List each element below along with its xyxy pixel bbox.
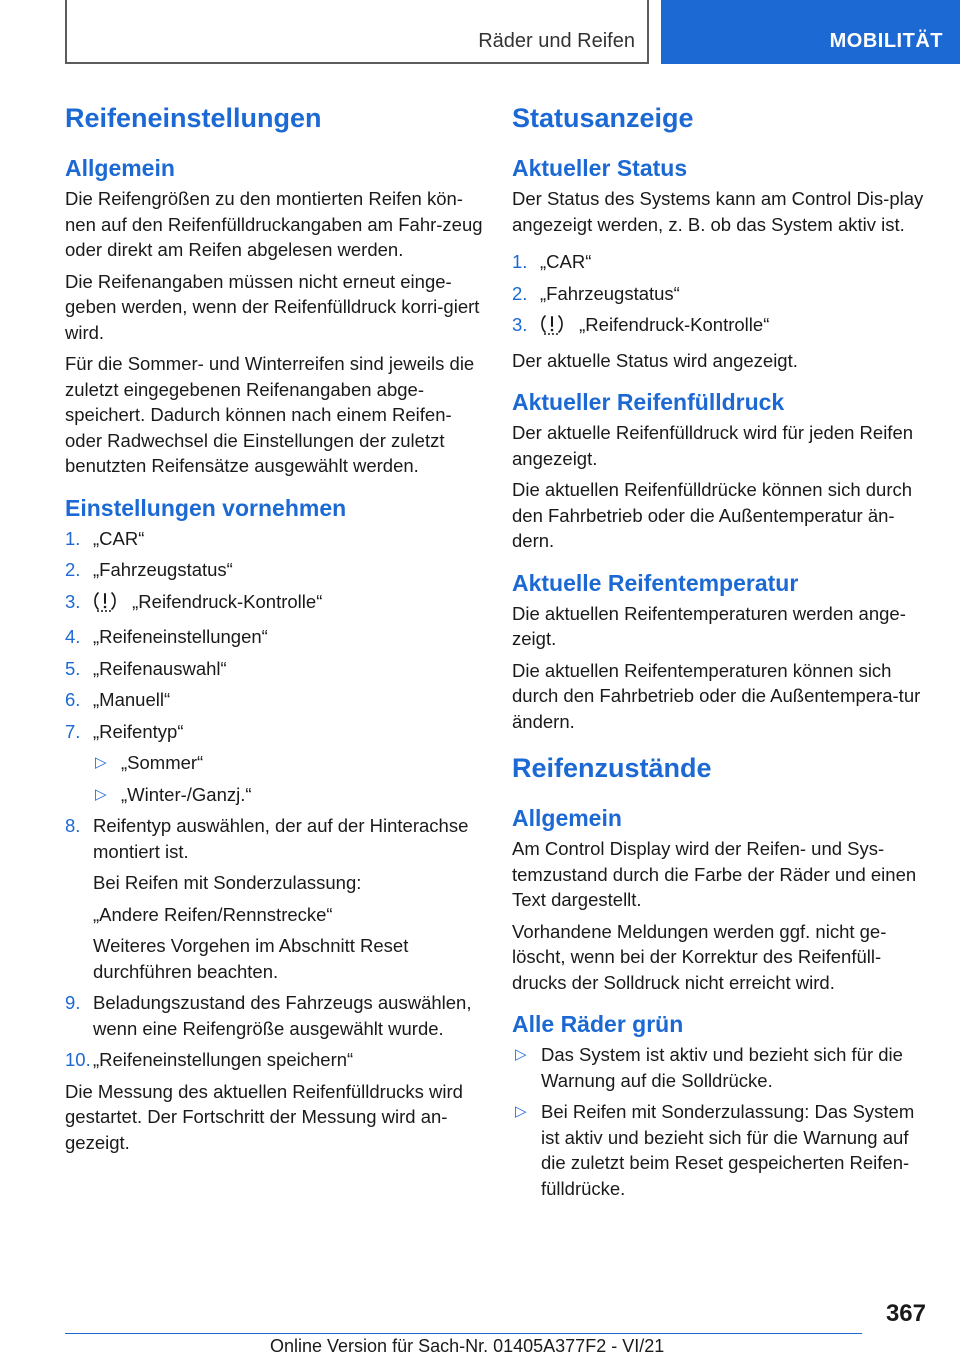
paragraph: Der aktuelle Status wird angezeigt.	[512, 349, 798, 371]
tire-pressure-warning-icon	[540, 313, 564, 342]
list-item	[65, 1047, 485, 1073]
step-number: 6.	[65, 689, 81, 710]
paragraph: Am Control Display wird der Reifen- und Sys‐temzustand durch die Farbe der Räder und einen Text dargestellt.	[512, 838, 917, 910]
triangle-right-icon: ▷	[95, 754, 107, 771]
heading-aktuelle-reifentemperatur: Aktuelle Reifentemperatur	[512, 569, 799, 596]
paragraph: Der Status des Systems kann am Control Dis‐play angezeigt werden, z. B. ob das System aktiv ist.	[512, 188, 924, 235]
bullet-item	[512, 1099, 932, 1201]
step-number: 4.	[65, 626, 81, 647]
step-number: 1.	[65, 527, 81, 549]
list-item	[65, 656, 485, 682]
tire-pressure-warning-icon	[93, 590, 117, 619]
step-text: „Reifendruck-Kontrolle“	[579, 314, 770, 335]
paragraph: Vorhandene Meldungen werden ggf. nicht ge‐löscht, wenn bei der Korrektur des Reifenfüll‐drucks der Solldruck nicht erreicht wird.	[512, 920, 887, 993]
step-text: „Reifeneinstellungen“	[93, 626, 268, 647]
step-number: 9.	[65, 992, 81, 1013]
footer-version-text: Online Version für Sach-Nr. 01405A377F2 - VI/21	[270, 1336, 665, 1356]
paragraph: Der aktuelle Reifenfülldruck wird für jeden Reifen angezeigt.	[512, 422, 914, 469]
step-subtext: „Andere Reifen/Rennstrecke“	[93, 903, 333, 925]
triangle-right-icon: ▷	[515, 1046, 527, 1063]
list-item	[65, 813, 485, 984]
step-text: „CAR“	[93, 527, 145, 549]
step-subtext: Weiteres Vorgehen im Abschnitt Reset durchführen beachten.	[93, 935, 409, 982]
step-number: 10.	[65, 1049, 91, 1070]
bullet-item	[512, 1042, 932, 1093]
step-number: 3.	[65, 590, 81, 612]
header-tab-label: MOBILITÄT	[829, 30, 943, 52]
heading-einstellungen-vornehmen: Einstellungen vornehmen	[65, 494, 347, 521]
bullet-text: „Winter-/Ganzj.“	[121, 783, 252, 805]
list-item	[512, 312, 932, 342]
bullet-item	[65, 782, 485, 808]
page-number: 367	[885, 1300, 926, 1327]
list-item	[512, 249, 932, 275]
heading-allgemein: Allgemein	[512, 805, 622, 831]
paragraph: Die aktuellen Reifentemperaturen werden ange‐zeigt.	[512, 602, 906, 649]
paragraph: Die aktuellen Reifentemperaturen können sich durch den Fahrbetrieb oder die Außentempera‐tur ändern.	[512, 659, 921, 732]
footer-divider	[65, 1333, 862, 1334]
list-item	[65, 557, 485, 583]
section-title-reifeneinstellungen: Reifeneinstellungen	[65, 103, 322, 133]
triangle-right-icon: ▷	[515, 1103, 527, 1120]
bullet-text: „Sommer“	[121, 752, 204, 773]
list-item	[65, 589, 485, 619]
steps-list	[512, 249, 932, 342]
step-text: Beladungszustand des Fahrzeugs auswählen, wenn eine Reifengröße ausgewählt wurde.	[93, 992, 472, 1039]
step-number: 7.	[65, 720, 81, 742]
step-text: Reifentyp auswählen, der auf der Hinterachse montiert ist.	[93, 815, 469, 862]
list-item	[65, 687, 485, 713]
step-text: „Reifeneinstellungen speichern“	[93, 1049, 354, 1070]
step-number: 5.	[65, 657, 81, 679]
header-section-title: Räder und Reifen	[478, 30, 635, 52]
right-column	[512, 100, 932, 1207]
step-number: 2.	[512, 282, 528, 304]
step-text: „Manuell“	[93, 689, 171, 710]
list-item	[65, 719, 485, 745]
list-item	[512, 281, 932, 307]
paragraph: Die aktuellen Reifenfülldrücke können sich durch den Fahrbetrieb oder die Außentemperatur än‐dern.	[512, 479, 913, 551]
header-section-box	[65, 0, 649, 64]
step-number: 1.	[512, 251, 528, 272]
step-text: „CAR“	[540, 251, 592, 272]
bullet-text: Das System ist aktiv und bezieht sich für die Warnung auf die Solldrücke.	[541, 1044, 903, 1091]
step-text: „Fahrzeugstatus“	[93, 559, 233, 580]
bullet-item	[65, 750, 485, 776]
paragraph: Für die Sommer- und Winterreifen sind jeweils die zuletzt eingegebenen Reifenangaben abge‐speichert. Dadurch können nach einem Reifen- oder Radwechsel die Einstellungen der zuletzt benutzten Reifensätze ausgewählt werden.	[65, 353, 475, 476]
triangle-right-icon: ▷	[95, 785, 107, 803]
section-title-statusanzeige: Statusanzeige	[512, 103, 694, 133]
list-item	[65, 990, 485, 1041]
heading-allgemein: Allgemein	[65, 155, 175, 181]
steps-list	[65, 526, 485, 1073]
step-subtext: Bei Reifen mit Sonderzulassung:	[93, 872, 362, 893]
paragraph: Die Reifengrößen zu den montierten Reifen kön‐nen auf den Reifenfülldruckangaben am Fahr‐zeug oder direkt am Reifen abgelesen werden.	[65, 188, 483, 260]
step-text: „Reifenauswahl“	[93, 657, 227, 679]
section-title-reifenzustaende: Reifenzustände	[512, 753, 712, 783]
step-number: 3.	[512, 314, 528, 335]
step-text: „Reifentyp“	[93, 720, 184, 742]
step-text: „Reifendruck-Kontrolle“	[132, 590, 323, 612]
heading-aktueller-status: Aktueller Status	[512, 155, 688, 181]
left-column	[65, 100, 485, 1161]
heading-aktueller-reifenfuelldruck: Aktueller Reifenfülldruck	[512, 389, 785, 415]
step-text: „Fahrzeugstatus“	[540, 282, 680, 304]
paragraph: Die Messung des aktuellen Reifenfülldrucks wird gestartet. Der Fortschritt der Messung wird an‐gezeigt.	[65, 1080, 463, 1153]
list-item	[65, 624, 485, 650]
paragraph: Die Reifenangaben müssen nicht erneut einge‐geben werden, wenn der Reifenfülldruck korri‐giert wird.	[65, 270, 480, 343]
list-item	[65, 526, 485, 552]
step-number: 8.	[65, 815, 81, 836]
header-tab-mobilitaet[interactable]	[661, 0, 960, 64]
heading-alle-raeder-gruen: Alle Räder grün	[512, 1011, 684, 1037]
bullet-text: Bei Reifen mit Sonderzulassung: Das System ist aktiv und bezieht sich für die Warnung auf die zuletzt beim Reset gespeicherten Reifen‐fülldrücke.	[541, 1101, 915, 1199]
step-number: 2.	[65, 559, 81, 580]
